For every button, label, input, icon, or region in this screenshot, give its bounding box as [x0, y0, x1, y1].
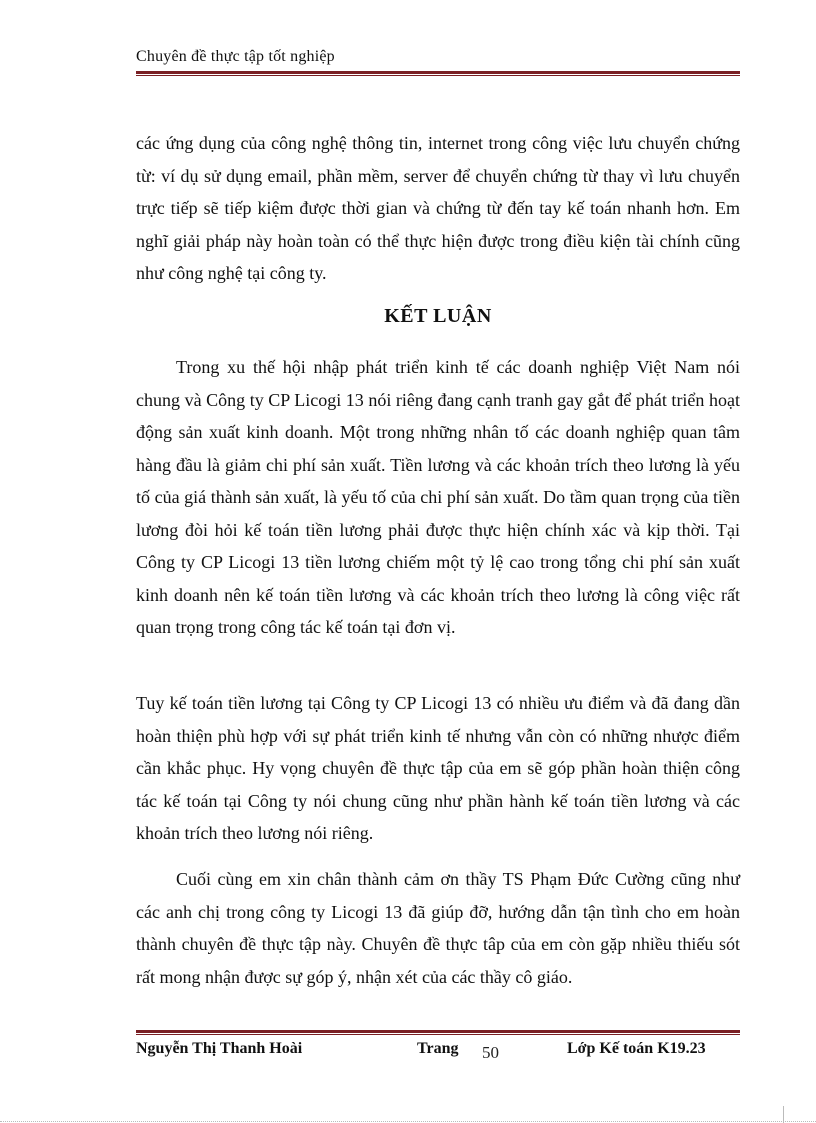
- footer-rule-thick: [136, 1030, 740, 1033]
- footer-author: Nguyễn Thị Thanh Hoài: [136, 1040, 303, 1057]
- paragraph-conclusion-2: Tuy kế toán tiền lương tại Công ty CP Licogi 13 có nhiều ưu điểm và đã đang dần hoàn thiện phù hợp với sự phát triển kinh tế nhưng vẫn còn có những nhược điểm cần khắc phục. Hy vọng chuyên đề thực tập của em sẽ góp phần hoàn thiện công tác kế toán tại Công ty nói chung cũng như phần hành kế toán tiền lương và các khoản trích theo lương nói riêng.: [136, 693, 740, 843]
- footer-rule-thin: [136, 1034, 740, 1035]
- footer-page-label: Trang: [417, 1040, 459, 1057]
- page-corner-mark: [783, 1106, 784, 1123]
- header-rule-thick: [136, 71, 740, 74]
- page-bottom-dotted-line: [0, 1121, 816, 1122]
- footer-rule: [136, 1030, 740, 1036]
- section-heading: KẾT LUẬN: [384, 305, 492, 327]
- footer-class-label: Lớp Kế toán K19.23: [567, 1040, 706, 1057]
- paragraph-conclusion-1: Trong xu thế hội nhập phát triển kinh tế các doanh nghiệp Việt Nam nói chung và Công ty CP Licogi 13 nói riêng đang cạnh tranh gay gắt để phát triển hoạt động sản xuất kinh doanh. Một trong những nhân tố các doanh nghiệp quan tâm hàng đầu là giảm chi phí sản xuất. Tiền lương và các khoản trích theo lương là yếu tố của giá thành sản xuất, là yếu tố của chi phí sản xuất. Do tầm quan trọng của tiền lương đòi hỏi kế toán tiền lương phải được thực hiện chính xác và kịp thời. Tại Công ty CP Licogi 13 tiền lương chiếm một tỷ lệ cao trong tổng chi phí sản xuất kinh doanh nên kế toán tiền lương và các khoản trích theo lương là công việc rất quan trọng trong công tác kế toán tại đơn vị.: [136, 357, 740, 637]
- paragraph-intro: các ứng dụng của công nghệ thông tin, internet trong công việc lưu chuyển chứng từ: ví dụ sử dụng email, phần mềm, server để chuyển chứng từ thay vì lưu chuyển trực tiếp sẽ tiếp kiệm được thời gian và chứng từ đến tay kế toán nhanh hơn. Em nghĩ giải pháp này hoàn toàn có thể thực hiện được trong điều kiện tài chính cũng như công nghệ tại công ty.: [136, 133, 740, 283]
- header-rule: [136, 71, 740, 77]
- footer-page-number: 50: [482, 1043, 499, 1062]
- paragraph-acknowledgement: Cuối cùng em xin chân thành cảm ơn thầy TS Phạm Đức Cường cũng như các anh chị trong công ty Licogi 13 đã giúp đỡ, hướng dẫn tận tình cho em hoàn thành chuyên đề thực tập này. Chuyên đề thực tâp của em còn gặp nhiều thiếu sót rất mong nhận được sự góp ý, nhận xét của các thầy cô giáo.: [136, 869, 740, 987]
- running-header-title: Chuyên đề thực tập tốt nghiệp: [136, 48, 335, 65]
- header-rule-thin: [136, 75, 740, 76]
